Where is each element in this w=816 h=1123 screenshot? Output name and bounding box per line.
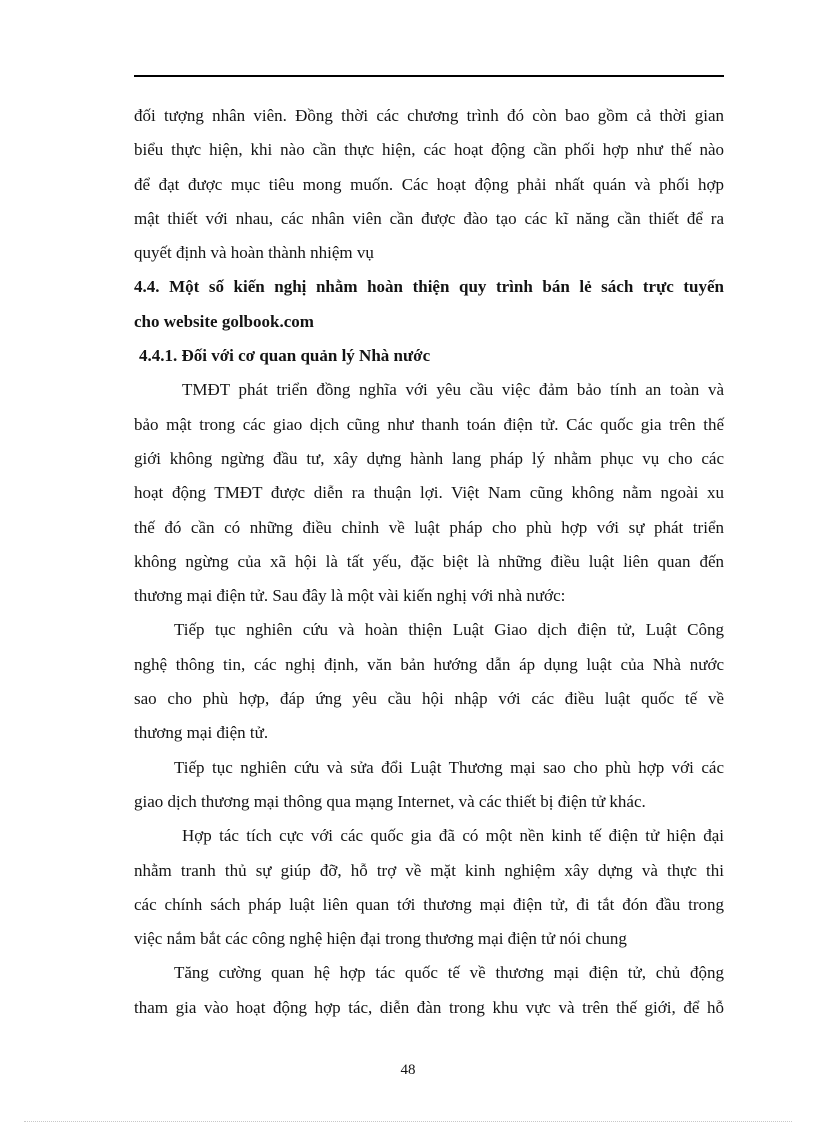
text-line: biểu thực hiện, khi nào cần thực hiện, các hoạt động cần phối hợp như thế nào [134,140,724,160]
text-line: nhằm tranh thủ sự giúp đỡ, hỗ trợ về mặt kinh nghiệm xây dựng và thực thi [134,860,724,880]
text-line: thế đó cần có những điều chỉnh về luật pháp cho phù hợp với sự phát triển [134,517,724,537]
text-line: bảo mật trong các giao dịch cũng như thanh toán điện tử. Các quốc gia trên thế [134,414,724,434]
text-line: TMĐT phát triển đồng nghĩa với yêu cầu việc đảm bảo tính an toàn và [182,380,724,400]
page-number: 48 [400,1062,416,1078]
text-line: không ngừng của xã hội là tất yếu, đặc biệt là những điều luật liên quan đến [134,551,724,571]
text-line: thương mại điện tử. [134,723,269,743]
text-line: Hợp tác tích cực với các quốc gia đã có một nền kinh tế điện tử hiện đại [182,826,724,846]
page-body [134,99,724,1025]
text-line: hoạt động TMĐT được diễn ra thuận lợi. Việt Nam cũng không nằm ngoài xu [134,483,724,503]
subsection-heading: 4.4.1. Đối với cơ quan quản lý Nhà nước [139,346,431,366]
page-border-dotted [24,1121,792,1122]
text-line: giới không ngừng đầu tư, xây dựng hành lang pháp lý nhằm phục vụ cho các [134,448,724,468]
text-line: thương mại điện tử. Sau đây là một vài kiến nghị với nhà nước: [134,586,566,606]
text-line: việc nắm bắt các công nghệ hiện đại trong thương mại điện tử nói chung [134,929,627,949]
section-heading: cho website golbook.com [134,311,314,331]
text-line: Tăng cường quan hệ hợp tác quốc tế về thương mại điện tử, chủ động [174,963,724,983]
text-line: để đạt được mục tiêu mong muốn. Các hoạt động phải nhất quán và phối hợp [134,174,724,194]
text-line: giao dịch thương mại thông qua mạng Internet, và các thiết bị điện tử khác. [134,791,646,811]
text-line: mật thiết với nhau, các nhân viên cần được đào tạo các kĩ năng cần thiết để ra [134,208,724,228]
text-line: nghệ thông tin, các nghị định, văn bản hướng dẫn áp dụng luật của Nhà nước [134,654,724,674]
header-rule [134,75,724,77]
text-line: đối tượng nhân viên. Đồng thời các chương trình đó còn bao gồm cả thời gian [134,106,724,125]
text-line: sao cho phù hợp, đáp ứng yêu cầu hội nhập với các điều luật quốc tế về [134,689,724,709]
text-line: Tiếp tục nghiên cứu và hoàn thiện Luật Giao dịch điện tử, Luật Công [174,620,724,640]
text-line: Tiếp tục nghiên cứu và sửa đổi Luật Thương mại sao cho phù hợp với các [174,757,724,777]
section-heading: 4.4. Một số kiến nghị nhằm hoàn thiện quy trình bán lẻ sách trực tuyến [134,277,724,297]
text-line: các chính sách pháp luật liên quan tới thương mại điện tử, đi tắt đón đầu trong [134,894,724,914]
text-line: quyết định và hoàn thành nhiệm vụ [134,243,374,263]
text-line: tham gia vào hoạt động hợp tác, diễn đàn trong khu vực và trên thế giới, để hỗ [134,997,724,1017]
